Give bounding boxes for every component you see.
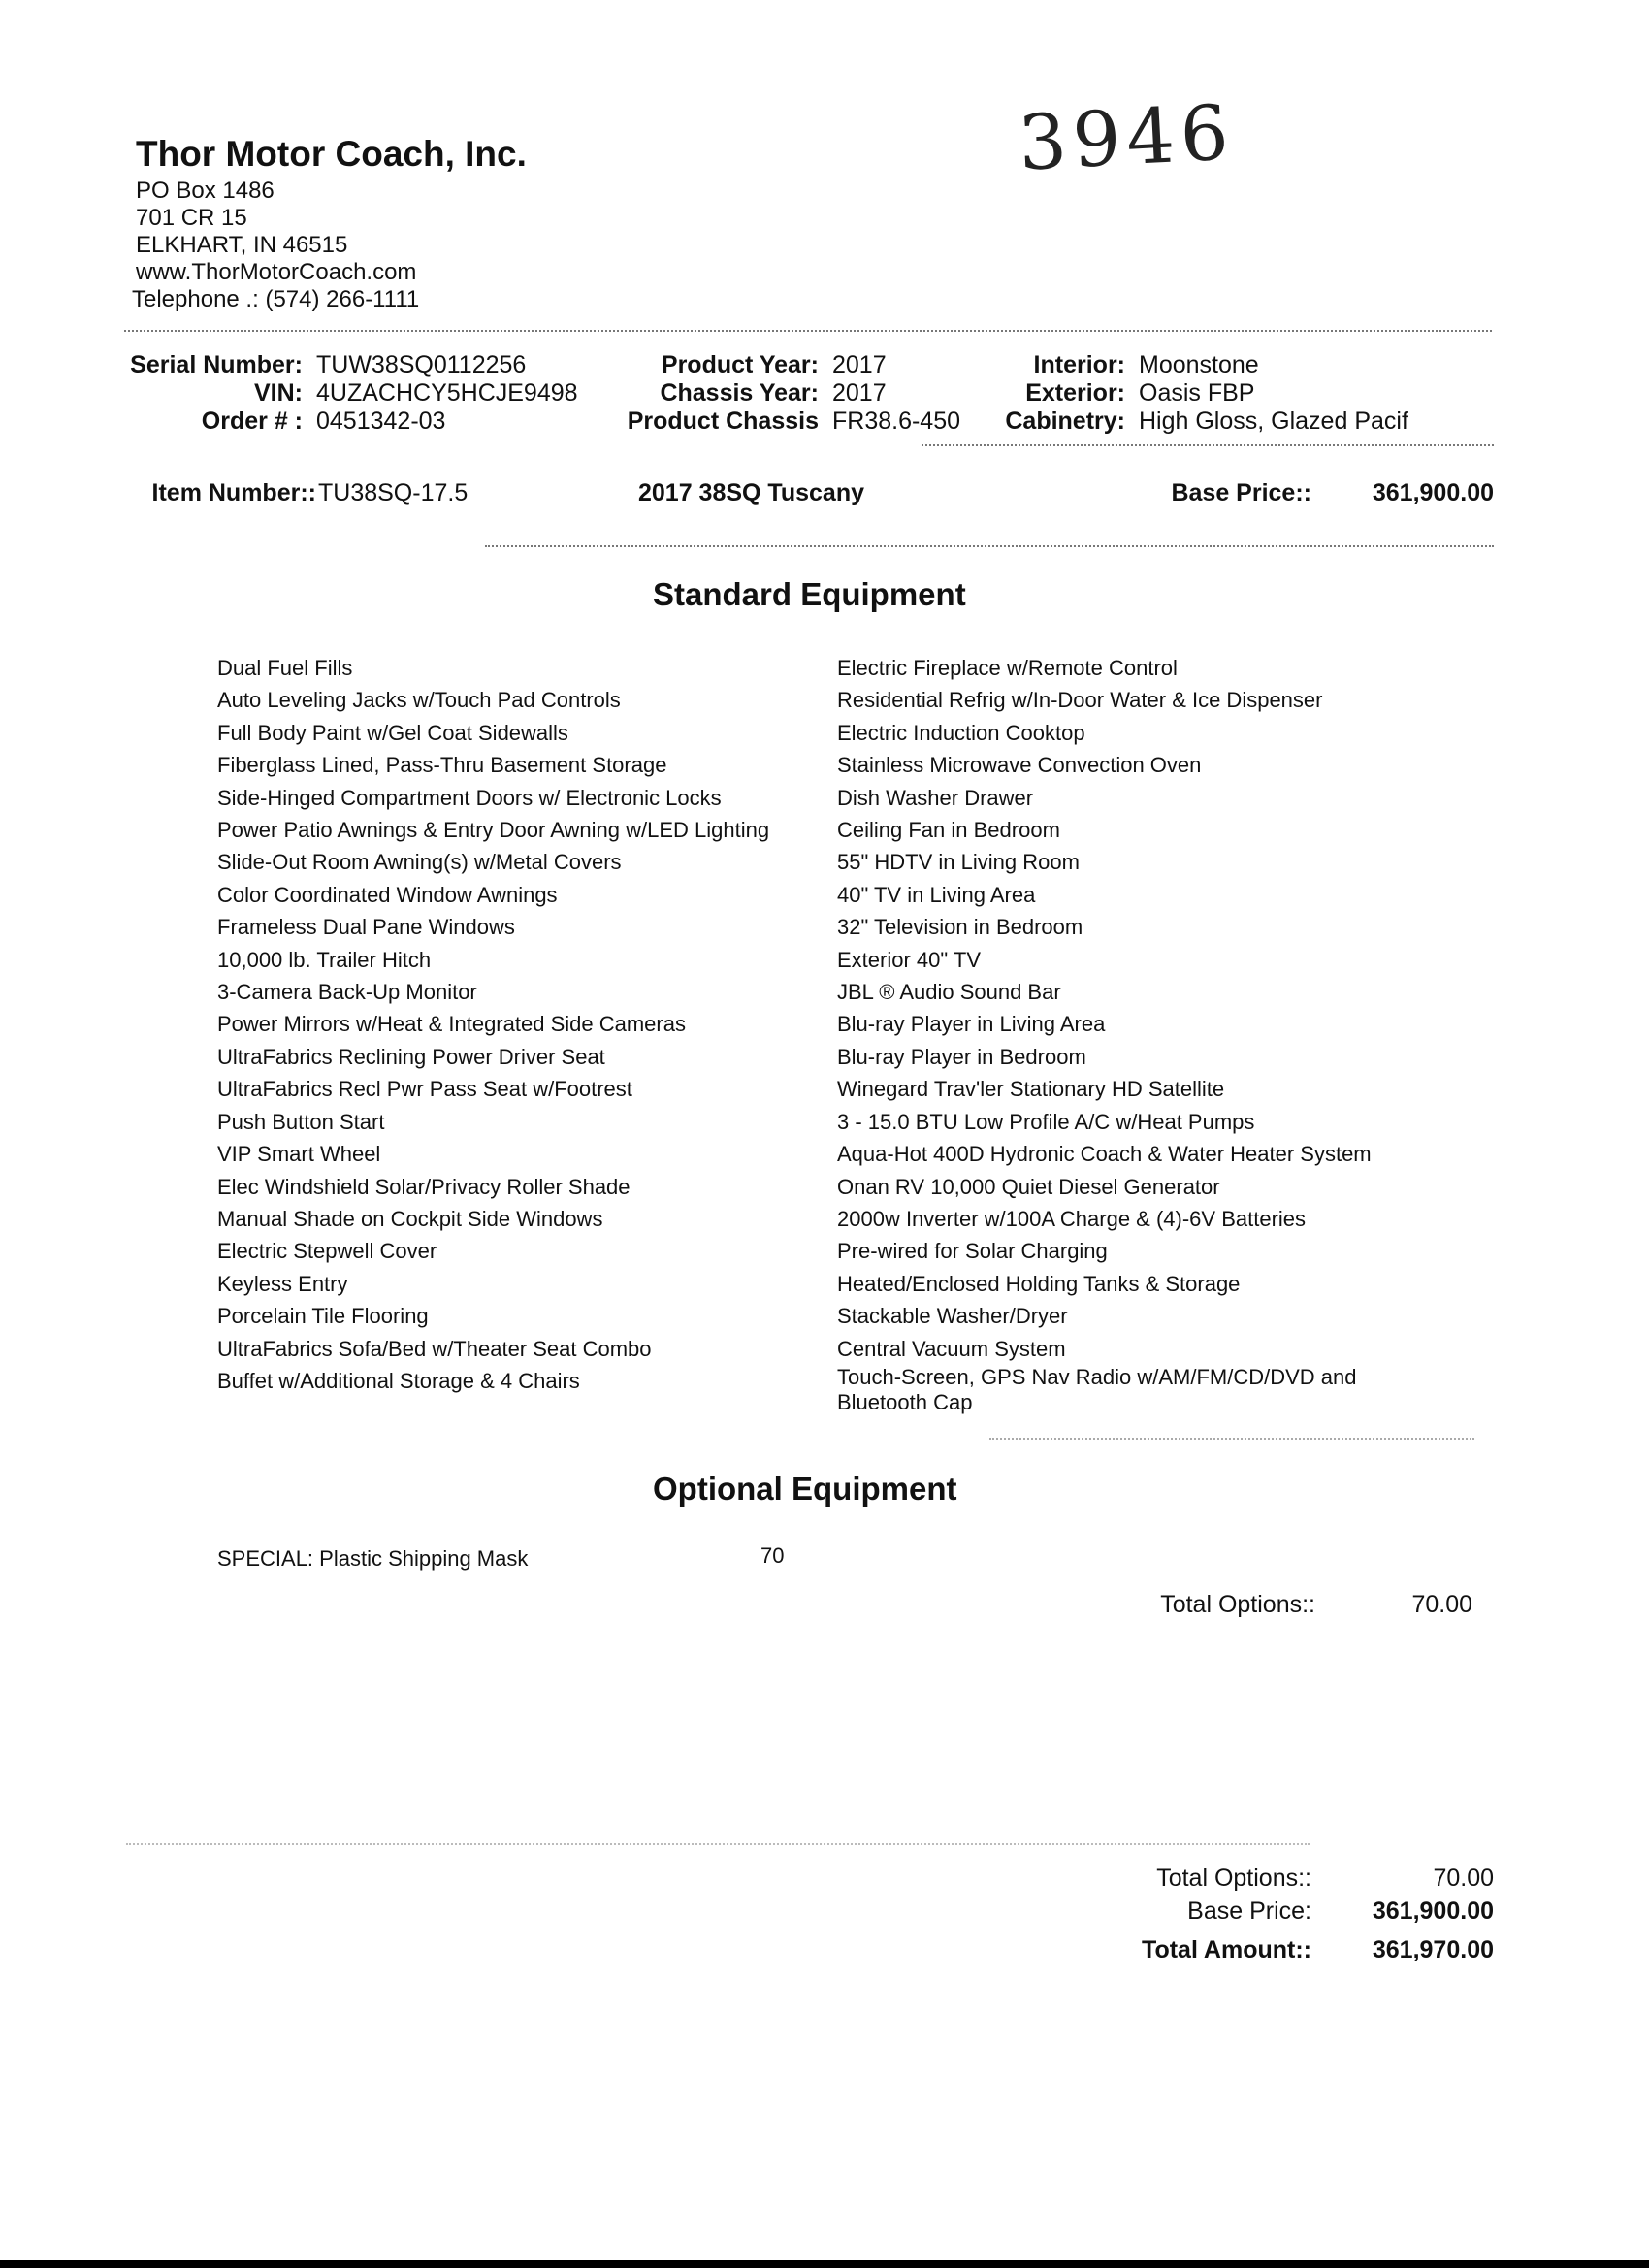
list-item: Buffet w/Additional Storage & 4 Chairs bbox=[217, 1368, 580, 1393]
chassis-year-label: Chassis Year: bbox=[660, 379, 819, 406]
summary-total-amount-label: Total Amount:: bbox=[1142, 1936, 1311, 1963]
list-item: JBL ® Audio Sound Bar bbox=[837, 980, 1061, 1005]
list-item: 55" HDTV in Living Room bbox=[837, 850, 1080, 875]
model-name: 2017 38SQ Tuscany bbox=[638, 479, 865, 506]
list-item: Full Body Paint w/Gel Coat Sidewalls bbox=[217, 720, 568, 745]
summary-total-options-label: Total Options:: bbox=[1156, 1864, 1311, 1892]
list-item: Electric Stepwell Cover bbox=[217, 1239, 437, 1264]
list-item: Power Patio Awnings & Entry Door Awning w/LED Lighting bbox=[217, 818, 770, 843]
standard-equipment-title: Standard Equipment bbox=[653, 576, 966, 612]
list-item: 2000w Inverter w/100A Charge & (4)-6V Batteries bbox=[837, 1206, 1307, 1231]
cabinetry-value: High Gloss, Glazed Pacif bbox=[1139, 407, 1408, 435]
summary-base-price-value: 361,900.00 bbox=[1372, 1897, 1494, 1925]
scan-edge bbox=[0, 2260, 1649, 2268]
list-item: VIP Smart Wheel bbox=[217, 1142, 381, 1167]
list-item: Blu-ray Player in Living Area bbox=[837, 1012, 1106, 1037]
optional-item-value: 70 bbox=[760, 1543, 785, 1568]
list-item: UltraFabrics Reclining Power Driver Seat bbox=[217, 1044, 605, 1069]
list-item: 32" Television in Bedroom bbox=[837, 915, 1083, 940]
serial-number-label: Serial Number: bbox=[130, 351, 303, 378]
list-item: Power Mirrors w/Heat & Integrated Side Cameras bbox=[217, 1012, 686, 1037]
address-line-1: PO Box 1486 bbox=[136, 178, 275, 204]
standard-equipment-right-list bbox=[837, 652, 1419, 1415]
product-year-value: 2017 bbox=[832, 351, 887, 378]
base-price-label: Base Price:: bbox=[1171, 479, 1311, 506]
list-item: Frameless Dual Pane Windows bbox=[217, 915, 515, 940]
optional-total-label: Total Options:: bbox=[1160, 1591, 1315, 1618]
divider bbox=[989, 1438, 1474, 1440]
divider bbox=[922, 444, 1494, 446]
list-item: Electric Induction Cooktop bbox=[837, 720, 1085, 745]
list-item: Onan RV 10,000 Quiet Diesel Generator bbox=[837, 1174, 1220, 1199]
serial-number-value: TUW38SQ0112256 bbox=[316, 351, 527, 378]
list-item: Blu-ray Player in Bedroom bbox=[837, 1044, 1086, 1069]
order-number-label: Order # : bbox=[201, 407, 303, 435]
list-item: Dish Washer Drawer bbox=[837, 785, 1034, 810]
list-item: Keyless Entry bbox=[217, 1271, 348, 1296]
order-number-value: 0451342-03 bbox=[316, 407, 446, 435]
chassis-year-value: 2017 bbox=[832, 379, 887, 406]
interior-value: Moonstone bbox=[1139, 351, 1259, 378]
list-item: 3-Camera Back-Up Monitor bbox=[217, 980, 477, 1005]
telephone-row bbox=[132, 286, 419, 313]
summary-total-options-value: 70.00 bbox=[1433, 1864, 1494, 1892]
list-item: Residential Refrig w/In-Door Water & Ice Dispenser bbox=[837, 688, 1323, 713]
divider bbox=[124, 330, 1492, 332]
product-year-label: Product Year: bbox=[661, 351, 819, 378]
summary-total-amount-value: 361,970.00 bbox=[1372, 1936, 1494, 1963]
list-item: Winegard Trav'ler Stationary HD Satellite bbox=[837, 1077, 1225, 1102]
telephone-number: (574) 266-1111 bbox=[265, 286, 420, 312]
list-item: Dual Fuel Fills bbox=[217, 656, 353, 680]
divider bbox=[126, 1843, 1310, 1845]
list-item: Auto Leveling Jacks w/Touch Pad Controls bbox=[217, 688, 621, 713]
list-item: Central Vacuum System bbox=[837, 1336, 1066, 1361]
divider bbox=[485, 545, 1494, 547]
list-item: Stackable Washer/Dryer bbox=[837, 1304, 1068, 1329]
optional-equipment-title: Optional Equipment bbox=[653, 1471, 957, 1507]
list-item: Electric Fireplace w/Remote Control bbox=[837, 656, 1178, 680]
exterior-label: Exterior: bbox=[1025, 379, 1125, 406]
standard-equipment-left-list bbox=[217, 652, 769, 1397]
company-name: Thor Motor Coach, Inc. bbox=[136, 134, 527, 174]
list-item: Heated/Enclosed Holding Tanks & Storage bbox=[837, 1271, 1241, 1296]
address-line-3: ELKHART, IN 46515 bbox=[136, 232, 348, 258]
list-item: Fiberglass Lined, Pass-Thru Basement Storage bbox=[217, 753, 667, 778]
telephone-label: Telephone .: bbox=[132, 286, 259, 312]
list-item: Porcelain Tile Flooring bbox=[217, 1304, 429, 1329]
list-item: UltraFabrics Recl Pwr Pass Seat w/Footrest bbox=[217, 1077, 632, 1102]
list-item: Manual Shade on Cockpit Side Windows bbox=[217, 1206, 603, 1231]
list-item: Stainless Microwave Convection Oven bbox=[837, 753, 1202, 778]
base-price-value: 361,900.00 bbox=[1372, 479, 1494, 506]
item-number-value: TU38SQ-17.5 bbox=[318, 479, 469, 506]
interior-label: Interior: bbox=[1033, 351, 1125, 378]
list-item: Push Button Start bbox=[217, 1109, 385, 1134]
vin-value: 4UZACHCY5HCJE9498 bbox=[316, 379, 578, 406]
list-item: Elec Windshield Solar/Privacy Roller Shade bbox=[217, 1174, 630, 1199]
list-item: Ceiling Fan in Bedroom bbox=[837, 818, 1060, 843]
product-chassis-label: Product Chassis bbox=[627, 407, 819, 435]
list-item: UltraFabrics Sofa/Bed w/Theater Seat Combo bbox=[217, 1336, 652, 1361]
exterior-value: Oasis FBP bbox=[1139, 379, 1255, 406]
optional-total-value: 70.00 bbox=[1411, 1591, 1472, 1618]
company-website: www.ThorMotorCoach.com bbox=[136, 259, 417, 285]
item-number-label: Item Number:: bbox=[151, 479, 316, 506]
list-item: Aqua-Hot 400D Hydronic Coach & Water Heater System bbox=[837, 1142, 1372, 1167]
list-item: Touch-Screen, GPS Nav Radio w/AM/FM/CD/DVD and Bluetooth Cap bbox=[837, 1364, 1357, 1414]
list-item: 40" TV in Living Area bbox=[837, 882, 1036, 907]
list-item: 10,000 lb. Trailer Hitch bbox=[217, 947, 432, 972]
address-line-2: 701 CR 15 bbox=[136, 205, 247, 231]
list-item: 3 - 15.0 BTU Low Profile A/C w/Heat Pumps bbox=[837, 1109, 1255, 1134]
list-item: Color Coordinated Window Awnings bbox=[217, 882, 558, 907]
optional-item-label: SPECIAL: Plastic Shipping Mask bbox=[217, 1546, 529, 1571]
list-item: Exterior 40" TV bbox=[837, 947, 982, 972]
list-item: Pre-wired for Solar Charging bbox=[837, 1239, 1108, 1264]
summary-base-price-label: Base Price: bbox=[1187, 1897, 1311, 1925]
vin-label: VIN: bbox=[254, 379, 303, 406]
list-item: Side-Hinged Compartment Doors w/ Electronic Locks bbox=[217, 785, 722, 810]
product-chassis-value: FR38.6-450 bbox=[832, 407, 961, 435]
handwritten-number: 3946 bbox=[1016, 89, 1237, 188]
cabinetry-label: Cabinetry: bbox=[1005, 407, 1125, 435]
list-item: Slide-Out Room Awning(s) w/Metal Covers bbox=[217, 850, 622, 875]
